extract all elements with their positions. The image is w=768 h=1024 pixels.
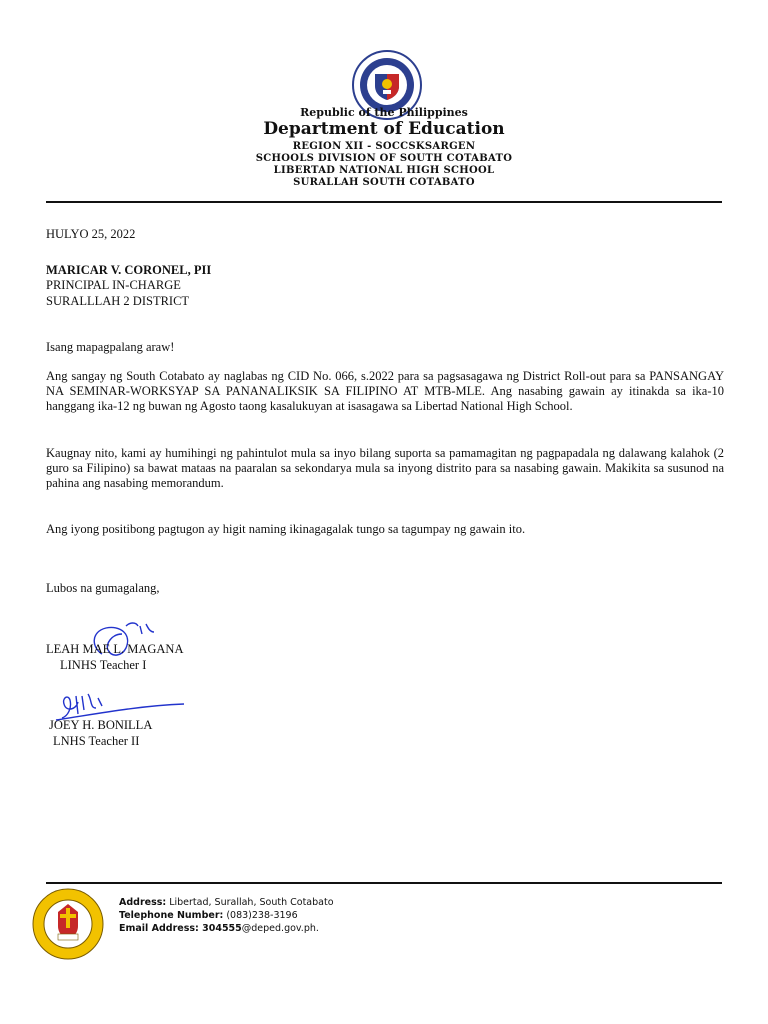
header-department: Department of Education [263,119,505,139]
paragraph-3: Ang iyong positibong pagtugon ay higit naming ikinagagalak tungo sa tagumpay ng gawain ito. [46,522,526,536]
footer-address-label: Address: [119,897,167,908]
footer-phone-value: (083)238-3196 [223,910,298,921]
closing: Lubos na gumagalang, [46,581,160,595]
signatory-1-name: LEAH MAE L. MAGANA [46,642,184,656]
footer-address-value: Libertad, Surallah, South Cotabato [166,897,334,908]
footer-divider [46,882,722,884]
paragraph-2: Kaugnay nito, kami ay humihingi ng pahintulot mula sa inyo bilang suporta sa pamamagitan ng pagpapadala ng dalawang kalahok (2 guro sa Filipino) sa bawat mataas na paaralan sa sekondarya mula sa inyong distrito para sa nasabing gawain. Makikita sa susunod na pahina ang nasabing memorandum. [46,446,724,490]
header-division: SCHOOLS DIVISION OF SOUTH COTABATO [255,153,513,164]
letter-date: HULYO 25, 2022 [46,227,136,241]
signatory-2-title: LNHS Teacher II [53,734,140,748]
recipient-name: MARICAR V. CORONEL, PII [46,263,212,277]
header-divider [46,201,722,203]
header-school: LIBERTAD NATIONAL HIGH SCHOOL [273,165,495,176]
footer-address [119,896,334,909]
header-region: REGION XII - SOCCSKSARGEN [292,141,476,152]
footer-email-value: @deped.gov.ph. [241,923,319,934]
recipient-district: SURALLLAH 2 DISTRICT [46,294,190,308]
signatory-2-name: JOEY H. BONILLA [49,718,153,732]
recipient-title: PRINCIPAL IN-CHARGE [46,278,181,292]
signatory-1-title: LINHS Teacher I [60,658,147,672]
greeting: Isang mapagpalang araw! [46,340,175,354]
footer-email [119,922,319,935]
footer-email-label: Email Address: 304555 [119,923,242,934]
header-republic: Republic of the Philippines [300,106,468,119]
header-location: SURALLAH SOUTH COTABATO [293,177,475,188]
school-logo [32,888,104,960]
footer-phone-label: Telephone Number: [119,910,224,921]
paragraph-1: Ang sangay ng South Cotabato ay naglabas ng CID No. 066, s.2022 para sa pagsasagawa ng District Roll-out para sa PANSANGAY NA SEMINAR-WORKSYAP SA PANANALIKSIK SA FILIPINO AT MTB-MLE. Ang nasabing gawain ay itinakda sa ika-10 hanggang ika-12 ng buwan ng Agosto taong kasalukuyan at isasagawa sa Libertad National High School. [46,369,724,413]
footer-phone [119,909,298,922]
